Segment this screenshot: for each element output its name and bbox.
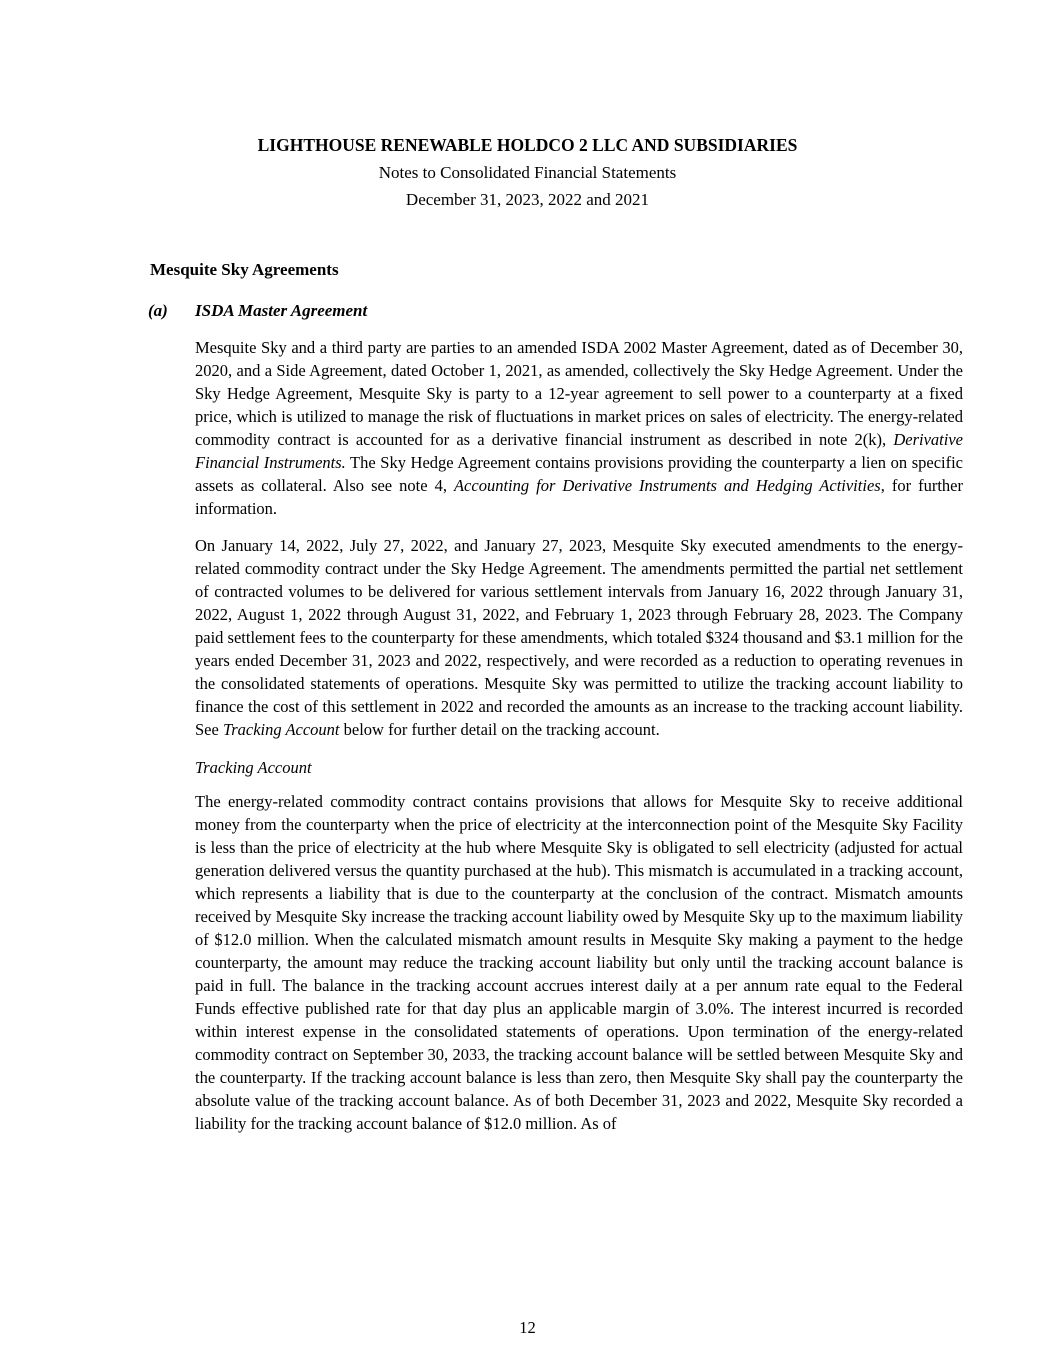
paragraph-text: below for further detail on the tracking account.: [339, 720, 660, 739]
page-number: 12: [519, 1318, 536, 1337]
notes-subtitle: Notes to Consolidated Financial Statements: [378, 163, 677, 182]
subsection-marker: (a): [148, 301, 168, 320]
paragraph-text: The Sky Hedge Agreement contains provisions providing the counterparty a lien on specific assets as collateral. Also see note 4,: [195, 453, 964, 495]
isda-paragraph-2: [195, 534, 963, 741]
document-header: [0, 0, 1055, 213]
company-title: LIGHTHOUSE RENEWABLE HOLDCO 2 LLC AND SUBSIDIARIES: [257, 135, 798, 155]
paragraph-text: , for further information.: [195, 476, 963, 518]
isda-paragraph-1: [195, 336, 963, 520]
italic-reference-hedging-activities: Accounting for Derivative Instruments and Hedging Activities: [453, 476, 881, 495]
date-subtitle: December 31, 2023, 2022 and 2021: [405, 190, 650, 209]
italic-reference-tracking-account: Tracking Account: [222, 720, 340, 739]
italic-reference-derivative-instruments: Derivative Financial Instruments.: [195, 430, 963, 472]
paragraph-text: On January 14, 2022, July 27, 2022, and January 27, 2023, Mesquite Sky executed amendments to the energy-related commodity contract under the Sky Hedge Agreement. The amendments permitted the partial net settlement of contracted volumes to be delivered for various settlement intervals from January 16, 2022 through January 31, 2022, August 1, 2022 through August 31, 2022, and February 1, 2023 through February 28, 2023. The Company paid settlement fees to the counterparty for these amendments, which totaled $324 thousand and $3.1 million for the years ended December 31, 2023 and 2022, respectively, and were recorded as a reduction to operating revenues in the consolidated statements of operations. Mesquite Sky was permitted to utilize the tracking account liability to finance the cost of this settlement in 2022 and recorded the amounts as an increase to the tracking account liability. See: [195, 536, 963, 739]
section-heading-mesquite-sky-agreements: Mesquite Sky Agreements: [150, 260, 339, 279]
subsection-title: ISDA Master Agreement: [195, 301, 368, 320]
tracking-account-heading: Tracking Account: [195, 758, 312, 777]
paragraph-text: Mesquite Sky and a third party are parties to an amended ISDA 2002 Master Agreement, dated as of December 30, 2020, and a Side Agreement, dated October 1, 2021, as amended, collectively the Sky Hedge Agreement. Under the Sky Hedge Agreement, Mesquite Sky is party to a 12-year agreement to sell power to a counterparty at a fixed price, which is utilized to manage the risk of fluctuations in market prices on sales of electricity. The energy-related commodity contract is accounted for as a derivative financial instrument as described in note 2(k),: [195, 338, 963, 449]
tracking-account-paragraph: The energy-related commodity contract contains provisions that allows for Mesquite Sky to receive additional money from the counterparty when the price of electricity at the interconnection point of the Mesquite Sky Facility is less than the price of electricity at the hub where Mesquite Sky is obligated to sell electricity (adjusted for actual generation delivered versus the quantity purchased at the hub). This mismatch is accumulated in a tracking account, which represents a liability that is due to the counterparty at the conclusion of the contract. Mismatch amounts received by Mesquite Sky increase the tracking account liability owed by Mesquite Sky up to the maximum liability of $12.0 million. When the calculated mismatch amount results in Mesquite Sky making a payment to the hedge counterparty, the amount may reduce the tracking account liability but only until the tracking account balance is paid in full. The balance in the tracking account accrues interest daily at a per annum rate equal to the Federal Funds effective published rate for that day plus an applicable margin of 3.0%. The interest incurred is recorded within interest expense in the consolidated statements of operations. Upon termination of the energy-related commodity contract on September 30, 2033, the tracking account balance will be settled between Mesquite Sky and the counterparty. If the tracking account balance is less than zero, then Mesquite Sky shall pay the counterparty the absolute value of the tracking account balance. As of both December 31, 2023 and 2022, Mesquite Sky recorded a liability for the tracking account balance of $12.0 million. As of: [195, 792, 963, 1133]
subsection-heading-isda: [148, 299, 963, 322]
